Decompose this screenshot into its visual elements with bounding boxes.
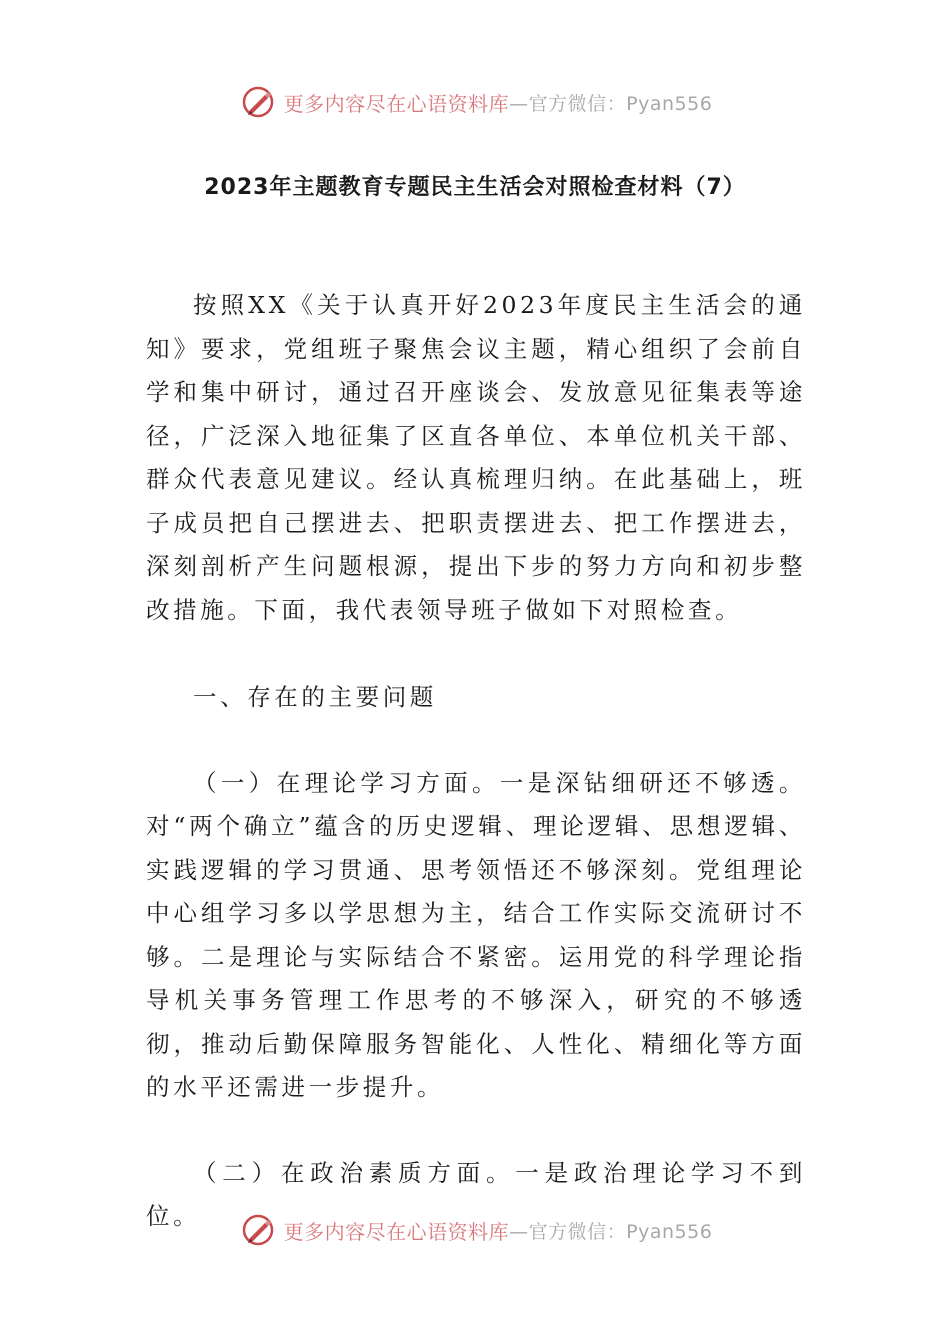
pen-logo-icon xyxy=(238,1210,278,1250)
paragraph-theory: （一）在理论学习方面。一是深钻细研还不够透。对“两个确立”蕴含的历史逻辑、理论逻辑、思想逻辑、实践逻辑的学习贯通、思考领悟还不够深刻。党组理论中心组学习多以学思想为主，结合工作实际交流研讨不够。二是理论与实际结合不紧密。运用党的科学理论指导机关事务管理工作思考的不够深入，研究的不够透彻，推动后勤保障服务智能化、人性化、精细化等方面的水平还需进一步提升。 xyxy=(146,768,806,1101)
watermark-main-text: 更多内容尽在心语资料库 xyxy=(283,1219,510,1244)
footer-watermark xyxy=(0,1208,950,1252)
document-title: 2023年主题教育专题民主生活会对照检查材料（7） xyxy=(204,175,746,200)
header-watermark xyxy=(0,80,950,124)
paragraph-politics: （二）在政治素质方面。一是政治理论学习不到位。 xyxy=(146,1158,806,1230)
watermark-main-text: 更多内容尽在心语资料库 xyxy=(283,91,510,116)
paragraph-intro: 按照XX《关于认真开好2023年度民主生活会的通知》要求，党组班子聚焦会议主题，精心组织了会前自学和集中研讨，通过召开座谈会、发放意见征集表等途径，广泛深入地征集了区直各单位、本单位机关干部、群众代表意见建议。经认真梳理归纳。在此基础上，班子成员把自己摆进去、把职责摆进去、把工作摆进去，深刻剖析产生问题根源，提出下步的努力方向和初步整改措施。下面，我代表领导班子做如下对照检查。 xyxy=(146,291,806,624)
watermark-sub-text: —官方微信：Pyan556 xyxy=(509,92,713,115)
document-body xyxy=(146,284,806,1239)
section-heading: 一、存在的主要问题 xyxy=(193,683,437,711)
watermark-sub-text: —官方微信：Pyan556 xyxy=(509,1220,713,1243)
pen-logo-icon xyxy=(238,82,278,122)
